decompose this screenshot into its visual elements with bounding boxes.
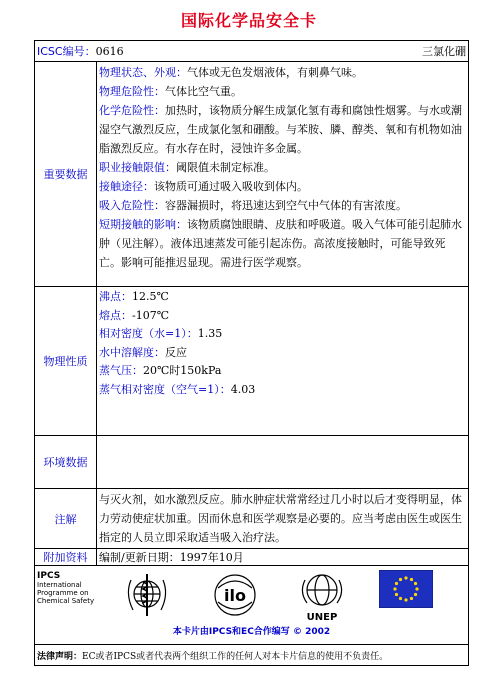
text-short-term-effects: 该物质腐蚀眼睛、皮肤和呼吸道。吸入气体可能引起肺水肿（见注解）。液体迅速蒸发可能引起冻伤。高浓度接触时，可能导致死亡。影响可能推迟显现。需进行医学观察。 <box>99 218 462 269</box>
section-label-environment: 环境数据 <box>35 436 97 489</box>
label-exposure-routes: 接触途径： <box>99 180 154 193</box>
property-melting-point <box>99 307 466 326</box>
chemical-name: 三氯化硼 <box>422 45 466 58</box>
physical-properties-row <box>35 287 469 436</box>
property-label: 沸点： <box>99 290 132 303</box>
property-label: 蒸气压： <box>99 364 143 377</box>
property-value: 1.35 <box>197 327 223 340</box>
property-relative-density <box>99 325 466 344</box>
eu-star <box>399 578 402 581</box>
credit-line: 本卡片由IPCS和EC合作编写 © 2002 <box>172 627 331 637</box>
label-physical-hazard: 物理危险性： <box>99 85 165 98</box>
eu-star <box>395 582 398 585</box>
property-value: 12.5℃ <box>132 290 169 303</box>
eu-flag-icon <box>379 570 433 608</box>
property-value: 反应 <box>165 345 187 359</box>
eu-star <box>415 587 418 590</box>
section-label-additional: 附加资料 <box>35 549 97 566</box>
label-appearance: 物理状态、外观： <box>99 66 187 79</box>
disclaimer-text: EC或者IPCS或者代表两个组织工作的任何人对本卡片信息的使用不负责任。 <box>82 651 389 662</box>
label-short-term-effects: 短期接触的影响： <box>99 218 187 231</box>
icsc-value: 0616 <box>95 45 124 58</box>
eu-star <box>404 598 407 601</box>
text-exposure-limits: 阈限值未制定标准。 <box>176 161 275 174</box>
eu-star <box>404 576 407 579</box>
eu-star <box>399 597 402 600</box>
property-label: 熔点： <box>99 308 132 322</box>
eu-star <box>414 593 417 596</box>
card-header-row <box>35 41 469 62</box>
unep-label: UNEP <box>306 612 338 622</box>
property-boiling-point <box>99 288 466 307</box>
property-solubility <box>99 344 466 363</box>
page-title: 国际化学品安全卡 <box>180 11 317 30</box>
important-data-row <box>35 62 469 287</box>
ipcs-logo-text <box>37 572 101 605</box>
ipcs-line-1: International <box>37 581 82 589</box>
property-value: 20℃时150kPa <box>143 364 222 377</box>
legal-disclaimer <box>35 645 469 666</box>
disclaimer-label: 法律声明： <box>37 651 83 662</box>
text-inhalation-risk: 容器漏损时，将迅速达到空气中气体的有害浓度。 <box>165 199 407 212</box>
text-appearance: 气体或无色发烟液体，有刺鼻气味。 <box>187 66 363 79</box>
physical-properties-content <box>97 287 469 436</box>
important-data-content <box>97 62 469 287</box>
notes-row <box>35 489 469 549</box>
ipcs-line-3: Chemical Safety <box>37 597 95 605</box>
environment-content <box>97 436 469 489</box>
ipcs-title: IPCS <box>37 571 61 581</box>
text-physical-hazard: 气体比空气重。 <box>165 85 242 98</box>
who-emblem-icon <box>121 570 173 620</box>
property-label: 相对密度（水=1）： <box>99 327 198 340</box>
property-vapour-density <box>99 381 466 400</box>
ilo-emblem-icon <box>210 570 260 620</box>
section-label-important: 重要数据 <box>35 62 97 287</box>
section-label-physical: 物理性质 <box>35 287 97 436</box>
eu-star <box>393 587 396 590</box>
environment-row <box>35 436 469 489</box>
additional-info-row <box>35 549 469 566</box>
label-inhalation-risk: 吸入危险性： <box>99 199 165 212</box>
notes-content: 与灭火剂，如水激烈反应。肺水肿症状常常经过几小时以后才变得明显，体力劳动使症状加重。因而休息和医学观察是必要的。应当考虑由医生或医生指定的人员立即采取适当吸入治疗法。 <box>97 489 469 549</box>
text-exposure-routes: 该物质可通过吸入吸收到体内。 <box>154 180 308 193</box>
eu-star <box>395 593 398 596</box>
section-label-notes: 注解 <box>35 489 97 549</box>
property-value: -107℃ <box>132 308 170 322</box>
eu-star <box>414 582 417 585</box>
property-vapour-pressure <box>99 362 466 381</box>
ipcs-line-2: Programme on <box>37 589 89 597</box>
disclaimer-row <box>35 645 469 666</box>
logos-row <box>35 566 469 645</box>
property-label: 水中溶解度： <box>99 345 165 359</box>
footer-logos <box>35 566 468 644</box>
svg-text:ilo: ilo <box>224 586 246 605</box>
eu-star <box>410 597 413 600</box>
text-chemical-hazard: 加热时，该物质分解生成氯化氢有毒和腐蚀性烟雾。与水或潮湿空气激烈反应，生成氯化氢和硼酸。与苯胺、膦、醇类、氧和有机物如油脂激烈反应。有水存在时，浸蚀许多金属。 <box>99 104 462 155</box>
additional-info-content: 编制/更新日期：1997年10月 <box>97 549 469 566</box>
eu-star <box>410 578 413 581</box>
property-value: 4.03 <box>230 382 256 396</box>
icsc-label: ICSC编号： <box>37 45 96 58</box>
label-exposure-limits: 职业接触限值： <box>99 161 176 174</box>
property-label: 蒸气相对密度（空气=1）： <box>99 382 231 396</box>
icsc-number <box>37 43 124 59</box>
unep-emblem-icon <box>297 570 347 622</box>
safety-card-table <box>34 40 469 666</box>
label-chemical-hazard: 化学危险性： <box>99 104 165 117</box>
